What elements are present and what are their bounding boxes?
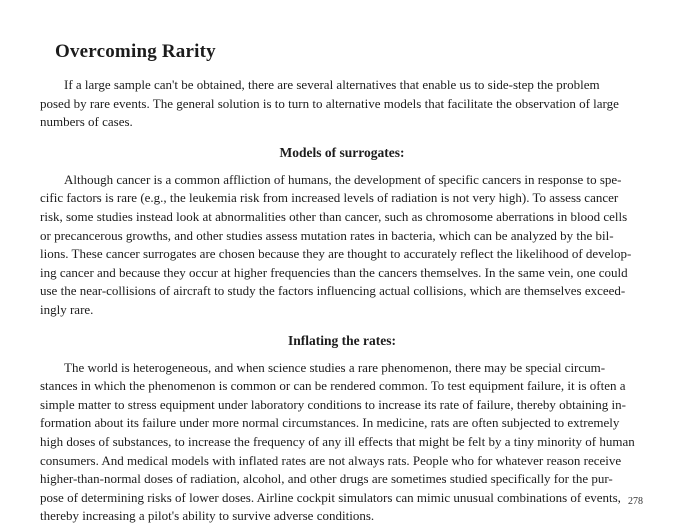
text-line: The world is heterogeneous, and when science studies a rare phenomenon, there may be special circum- (64, 359, 606, 375)
surrogates-paragraph (40, 171, 644, 320)
inflating-paragraph (40, 359, 644, 525)
text-line: cific factors is rare (e.g., the leukemia risk from increased levels of radiation is not very high). To assess cancer (40, 190, 619, 206)
text-line: Although cancer is a common affliction of humans, the development of specific cancers in response to spe- (64, 171, 622, 187)
text-line: posed by rare events. The general solution is to turn to alternative models that facilitate the observation of large (40, 95, 619, 111)
text-line: thereby increasing a pilot's ability to survive adverse conditions. (40, 508, 375, 524)
intro-paragraph (40, 76, 644, 132)
text-line: or precancerous growths, and other studies assess mutation rates in bacteria, which can be analyzed by the bil- (40, 227, 614, 243)
text-line: pose of determining risks of lower doses. Airline cockpit simulators can mimic unusual combinations of events, (40, 489, 621, 505)
text-line: formation about its failure under more normal circumstances. In medicine, rats are often subjected to extremely (40, 415, 620, 431)
text-line: lions. These cancer surrogates are chosen because they are thought to accurately reflect the likelihood of develop- (40, 246, 632, 262)
page-title: Overcoming Rarity (55, 41, 216, 62)
text-line: high doses of substances, to increase the frequency of any ill effects that might be felt by a tiny minority of human (40, 433, 635, 449)
text-line: numbers of cases. (40, 114, 133, 130)
text-line: If a large sample can't be obtained, there are several alternatives that enable us to side-step the problem (64, 77, 600, 92)
text-line: risk, some studies instead look at abnormalities other than cancer, such as chromosome aberrations in blood cells (40, 208, 628, 224)
text-line: higher-than-normal doses of radiation, alcohol, and other drugs are sometimes studied specifically for the pur- (40, 471, 613, 487)
page-number: 278 (628, 496, 643, 507)
section-heading-inflating: Inflating the rates: (288, 332, 396, 348)
text-line: stances in which the phenomenon is common or can be rendered common. To test equipment failure, it is often a (40, 378, 626, 394)
text-line: consumers. And medical models with inflated rates are not always rats. People who for whatever reason receive (40, 452, 622, 468)
text-line: ingly rare. (40, 301, 94, 317)
text-line: simple matter to stress equipment under laboratory conditions to increase its rate of failure, thereby obtaining in- (40, 396, 626, 412)
text-line: ing cancer and because they occur at higher frequencies than the cancers themselves. In the same vein, one could (40, 264, 628, 280)
section-heading-surrogates: Models of surrogates: (279, 144, 405, 160)
text-line: use the near-collisions of aircraft to study the factors influencing actual collisions, which are themselves exceed- (40, 283, 626, 299)
